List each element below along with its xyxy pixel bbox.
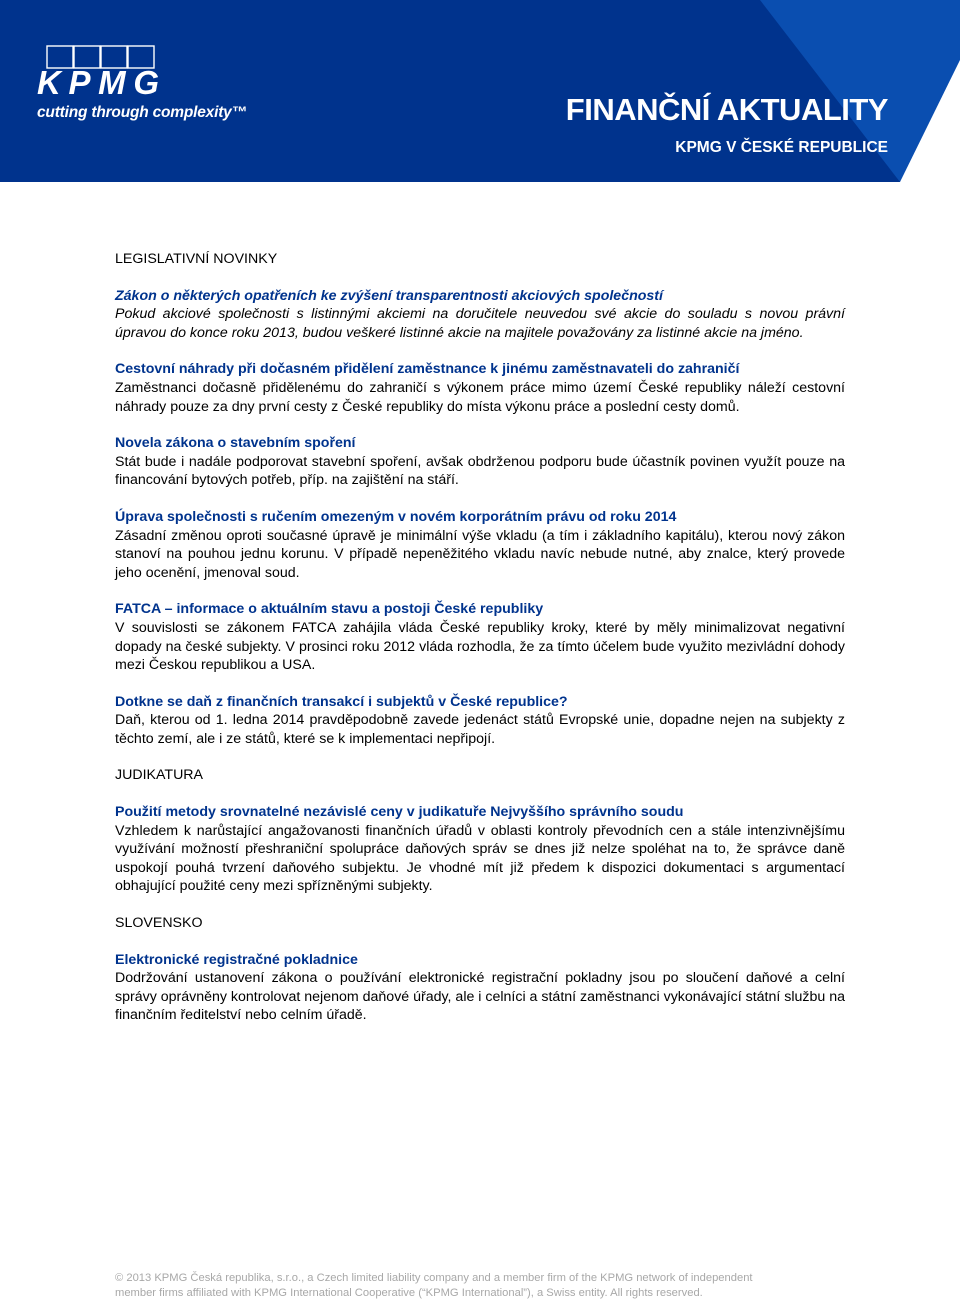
- section-judikatura: [115, 766, 845, 896]
- publication-subtitle: KPMG V ČESKÉ REPUBLICE: [675, 139, 888, 156]
- article-body: Dodržování ustanovení zákona o používání elektronické registrační pokladny jsou po sloučení daňové a celní správy oprávněny kontrolovat nejenom daňové úřady, ale i celníci a státní zaměstnanci vykonávající státní službu na finančním ředitelství nebo celním úřadě.: [115, 970, 846, 1024]
- article-body: Zaměstnanci dočasně přidělenému do zahraničí s výkonem práce mimo území České republiky náleží cestovní náhrady pouze za dny první cesty z České republiky do místa výkonu práce a poslední cesty domů.: [115, 379, 845, 415]
- article-body: Daň, kterou od 1. ledna 2014 pravděpodobně zavede jedenáct států Evropské unie, dopadne nejen na subjekty z těchto zemí, ale i ze států, které se k implementaci nepřipojí.: [115, 712, 845, 747]
- kpmg-logo-text: KPMG: [37, 64, 159, 96]
- copyright-footer: [115, 1271, 875, 1300]
- section-label: LEGISLATIVNÍ NOVINKY: [115, 251, 278, 267]
- article-title: Novela zákona o stavebním spoření: [115, 435, 356, 452]
- header-banner: [0, 0, 960, 182]
- section-label: SLOVENSKO: [115, 915, 203, 932]
- article-body: Zásadní změnou oproti současné úpravě je minimální výše vkladu (a tím i základního kapitálu), kterou nový zákon stanoví na pouhou jednu korunu. V případě nepeněžitého vkladu navíc nebude nutné, aby znalce, který provede jeho ocenění, jmenoval soud.: [115, 527, 845, 581]
- article-title: Cestovní náhrady při dočasném přidělení zaměstnance k jinému zaměstnavateli do zahraničí: [115, 361, 740, 378]
- article: [115, 508, 845, 582]
- article: [115, 600, 845, 674]
- section-label: JUDIKATURA: [115, 767, 204, 784]
- article-body: Vzhledem k narůstající angažovanosti finančních úřadů v oblasti kontroly převodních cen a stále intenzivnějšímu využívání možností přeshraniční spolupráce daňových správ se dnes již nelze spoléhat na to, že správce daně uspokojí pouhá tvrzení daňového subjektu. Je vhodné mít již předem k dispozici dokumentaci s argumentací obhajující použité ceny mezi spřízněnými subjekty.: [115, 822, 845, 895]
- article: [115, 360, 845, 416]
- article: [115, 693, 845, 749]
- kpmg-logo: [37, 44, 163, 101]
- article-title: Úprava společnosti s ručením omezeným v novém korporátním právu od roku 2014: [115, 508, 677, 525]
- footer-line: member firms affiliated with KPMG International Cooperative (“KPMG International”), a Swiss entity. All rights reserved.: [115, 1286, 703, 1299]
- article-body: Stát bude i nadále podporovat stavební spoření, avšak obdrženou podporu bude účastník povinen využít pouze na financování bytových potřeb, příp. na zajištění na stáří.: [115, 453, 845, 489]
- article-title: FATCA – informace o aktuálním stavu a postoji České republiky: [115, 601, 544, 618]
- publication-title: FINANČNÍ AKTUALITY: [565, 92, 888, 127]
- section-legislativni-novinky: [115, 250, 845, 748]
- article-title: Použití metody srovnatelné nezávislé ceny v judikatuře Nejvyššího správního soudu: [115, 804, 684, 821]
- article-body: Pokud akciové společnosti s listinnými akciemi na doručitele neuvedou své akcie do souladu s novou právní úpravou do konce roku 2013, budou veškeré listinné akcie na majitele považovány za listinné akcie na jméno.: [115, 306, 845, 341]
- article: [115, 287, 845, 343]
- newsletter-content: [115, 250, 845, 1043]
- tagline: cutting through complexity™: [37, 104, 247, 121]
- footer-line: © 2013 KPMG Česká republika, s.r.o., a Czech limited liability company and a member firm of the KPMG network of independent: [115, 1272, 753, 1284]
- article-title: Elektronické registračné pokladnice: [115, 951, 358, 968]
- article: [115, 803, 845, 896]
- article-title: Dotkne se daň z finančních transakcí i subjektů v České republice?: [115, 693, 568, 710]
- kpmg-logo-mark: [37, 44, 163, 96]
- article: [115, 434, 845, 490]
- article-body: V souvislosti se zákonem FATCA zahájila vláda České republiky kroky, které by měly minimalizovat negativní dopady na české subjekty. V prosinci roku 2012 vláda rozhodla, že za tímto účelem bude využito mezivládní dohody mezi Českou republikou a USA.: [115, 619, 845, 674]
- article: [115, 951, 845, 1025]
- section-slovensko: [115, 914, 845, 1025]
- article-title: Zákon o některých opatřeních ke zvýšení transparentnosti akciových společností: [115, 287, 663, 304]
